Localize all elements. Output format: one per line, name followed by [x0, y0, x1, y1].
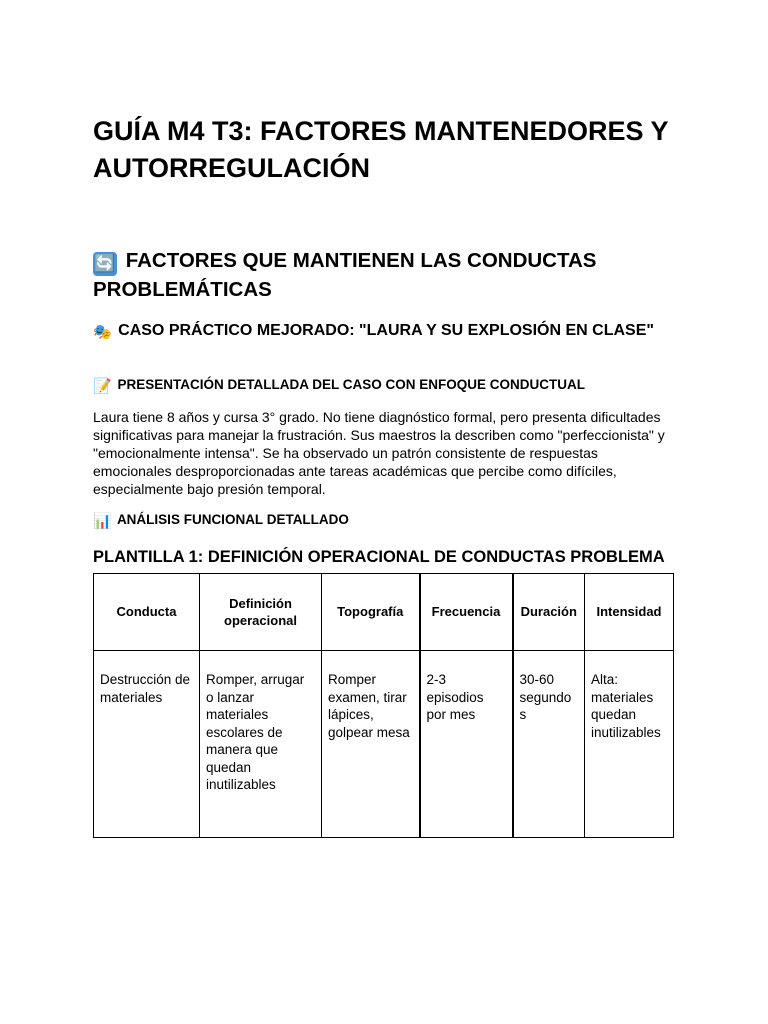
header-definicion: Definición operacional [200, 574, 322, 651]
cell-duracion: 30-60 segundos [513, 651, 585, 838]
presentation-heading-text: PRESENTACIÓN DETALLADA DEL CASO CON ENFOQUE CONDUCTUAL [117, 377, 585, 392]
case-heading-text: CASO PRÁCTICO MEJORADO: "LAURA Y SU EXPLOSIÓN EN CLASE" [118, 322, 654, 339]
memo-icon: 📝 [93, 377, 112, 395]
table-row [94, 651, 674, 838]
analysis-heading-text: ANÁLISIS FUNCIONAL DETALLADO [116, 512, 349, 527]
table-header-row [94, 574, 674, 651]
analysis-heading [93, 511, 678, 530]
document-title: GUÍA M4 T3: FACTORES MANTENEDORES Y AUTORREGULACIÓN [93, 116, 669, 183]
case-heading [93, 320, 678, 343]
theater-masks-icon: 🎭 [93, 323, 112, 341]
cell-frecuencia: 2-3 episodios por mes [420, 651, 513, 838]
template-heading: PLANTILLA 1: DEFINICIÓN OPERACIONAL DE CONDUCTAS PROBLEMA [93, 548, 665, 566]
presentation-body: Laura tiene 8 años y cursa 3° grado. No tiene diagnóstico formal, pero presenta dificultades significativas para manejar la frustración. Sus maestros la describen como "perfeccionista" y "emocionalmente intensa". Se ha observado un patrón consistente de respuestas emocionales desproporcionadas ante tareas académicas que percibe como difíciles, especialmente bajo presión temporal. [93, 409, 665, 497]
cell-topografia: Romper examen, tirar lápices, golpear mesa [322, 651, 420, 838]
bar-chart-icon: 📊 [93, 512, 112, 530]
cell-conducta: Destrucción de materiales [94, 651, 200, 838]
operational-definition-table [93, 573, 674, 838]
header-duracion: Duración [513, 574, 585, 651]
section-heading [93, 247, 678, 304]
header-conducta: Conducta [94, 574, 200, 651]
header-topografia: Topografía [322, 574, 420, 651]
header-intensidad: Intensidad [585, 574, 674, 651]
cell-intensidad: Alta: materiales quedan inutilizables [585, 651, 674, 838]
header-frecuencia: Frecuencia [420, 574, 513, 651]
cell-definicion: Romper, arrugar o lanzar materiales escolares de manera que quedan inutilizables [200, 651, 322, 838]
presentation-heading [93, 376, 678, 395]
refresh-icon: 🔄 [94, 254, 116, 274]
section-heading-text: FACTORES QUE MANTIENEN LAS CONDUCTAS PROBLEMÁTICAS [93, 249, 597, 301]
